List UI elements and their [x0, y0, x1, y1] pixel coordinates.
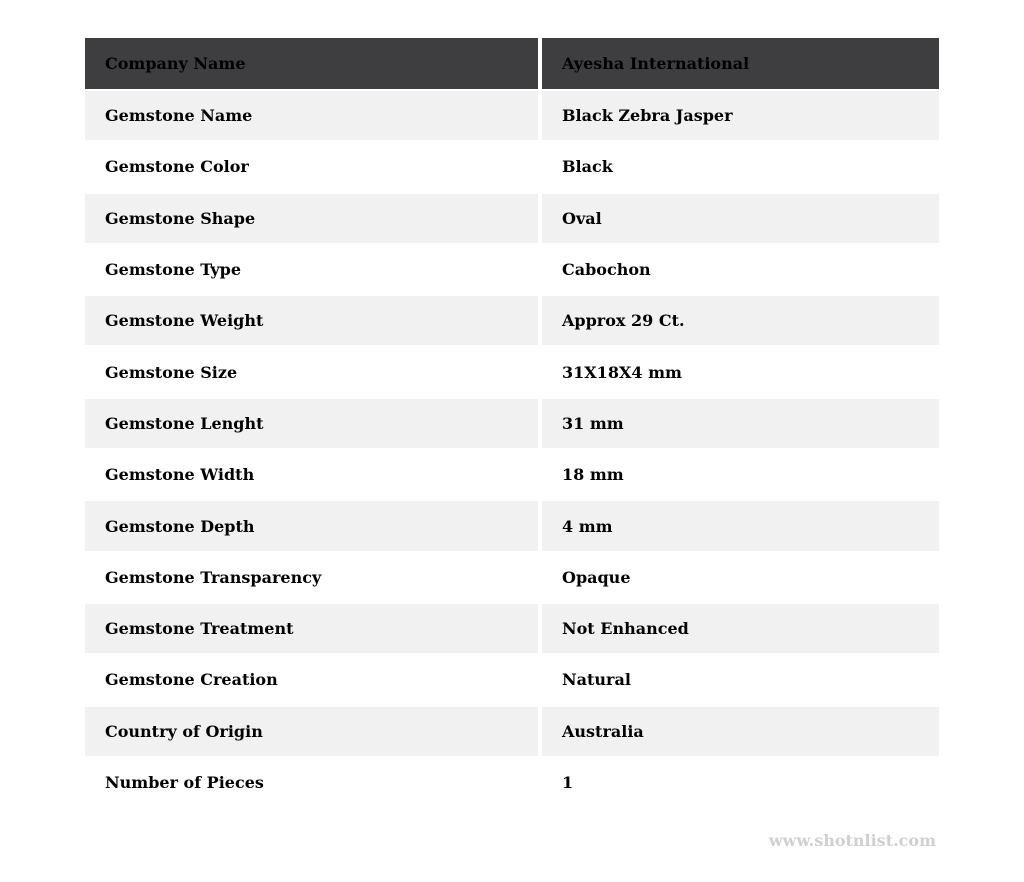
spec-label: Gemstone Treatment — [85, 604, 538, 653]
table-header-row — [85, 38, 939, 89]
spec-value: Natural — [542, 655, 939, 704]
spec-label: Gemstone Shape — [85, 194, 538, 243]
spec-value: Opaque — [542, 553, 939, 602]
table-row — [85, 347, 939, 396]
table-row — [85, 142, 939, 191]
spec-label: Gemstone Color — [85, 142, 538, 191]
table-row — [85, 758, 939, 807]
spec-label: Gemstone Depth — [85, 501, 538, 550]
spec-label: Gemstone Weight — [85, 296, 538, 345]
spec-value: Approx 29 Ct. — [542, 296, 939, 345]
table-row — [85, 399, 939, 448]
spec-value: 31X18X4 mm — [542, 347, 939, 396]
spec-label: Gemstone Type — [85, 245, 538, 294]
table-row — [85, 707, 939, 756]
table-row — [85, 553, 939, 602]
table-row — [85, 245, 939, 294]
spec-value: Cabochon — [542, 245, 939, 294]
spec-value: Black Zebra Jasper — [542, 91, 939, 140]
header-label-cell: Company Name — [85, 38, 538, 89]
spec-label: Gemstone Width — [85, 450, 538, 499]
table-row — [85, 296, 939, 345]
table-row — [85, 501, 939, 550]
spec-value: Oval — [542, 194, 939, 243]
spec-value: 4 mm — [542, 501, 939, 550]
spec-label: Gemstone Creation — [85, 655, 538, 704]
gemstone-spec-table — [85, 38, 939, 807]
spec-value: 31 mm — [542, 399, 939, 448]
spec-label: Gemstone Name — [85, 91, 538, 140]
spec-value: Black — [542, 142, 939, 191]
spec-value: Australia — [542, 707, 939, 756]
spec-label: Gemstone Lenght — [85, 399, 538, 448]
website-watermark: www.shotnlist.com — [768, 831, 936, 850]
spec-value: 18 mm — [542, 450, 939, 499]
spec-label: Gemstone Transparency — [85, 553, 538, 602]
table-row — [85, 194, 939, 243]
spec-value: Not Enhanced — [542, 604, 939, 653]
spec-label: Country of Origin — [85, 707, 538, 756]
spec-label: Number of Pieces — [85, 758, 538, 807]
table-row — [85, 450, 939, 499]
spec-value: 1 — [542, 758, 939, 807]
table-row — [85, 604, 939, 653]
table-row — [85, 655, 939, 704]
spec-label: Gemstone Size — [85, 347, 538, 396]
table-row — [85, 91, 939, 140]
header-value-cell: Ayesha International — [542, 38, 939, 89]
